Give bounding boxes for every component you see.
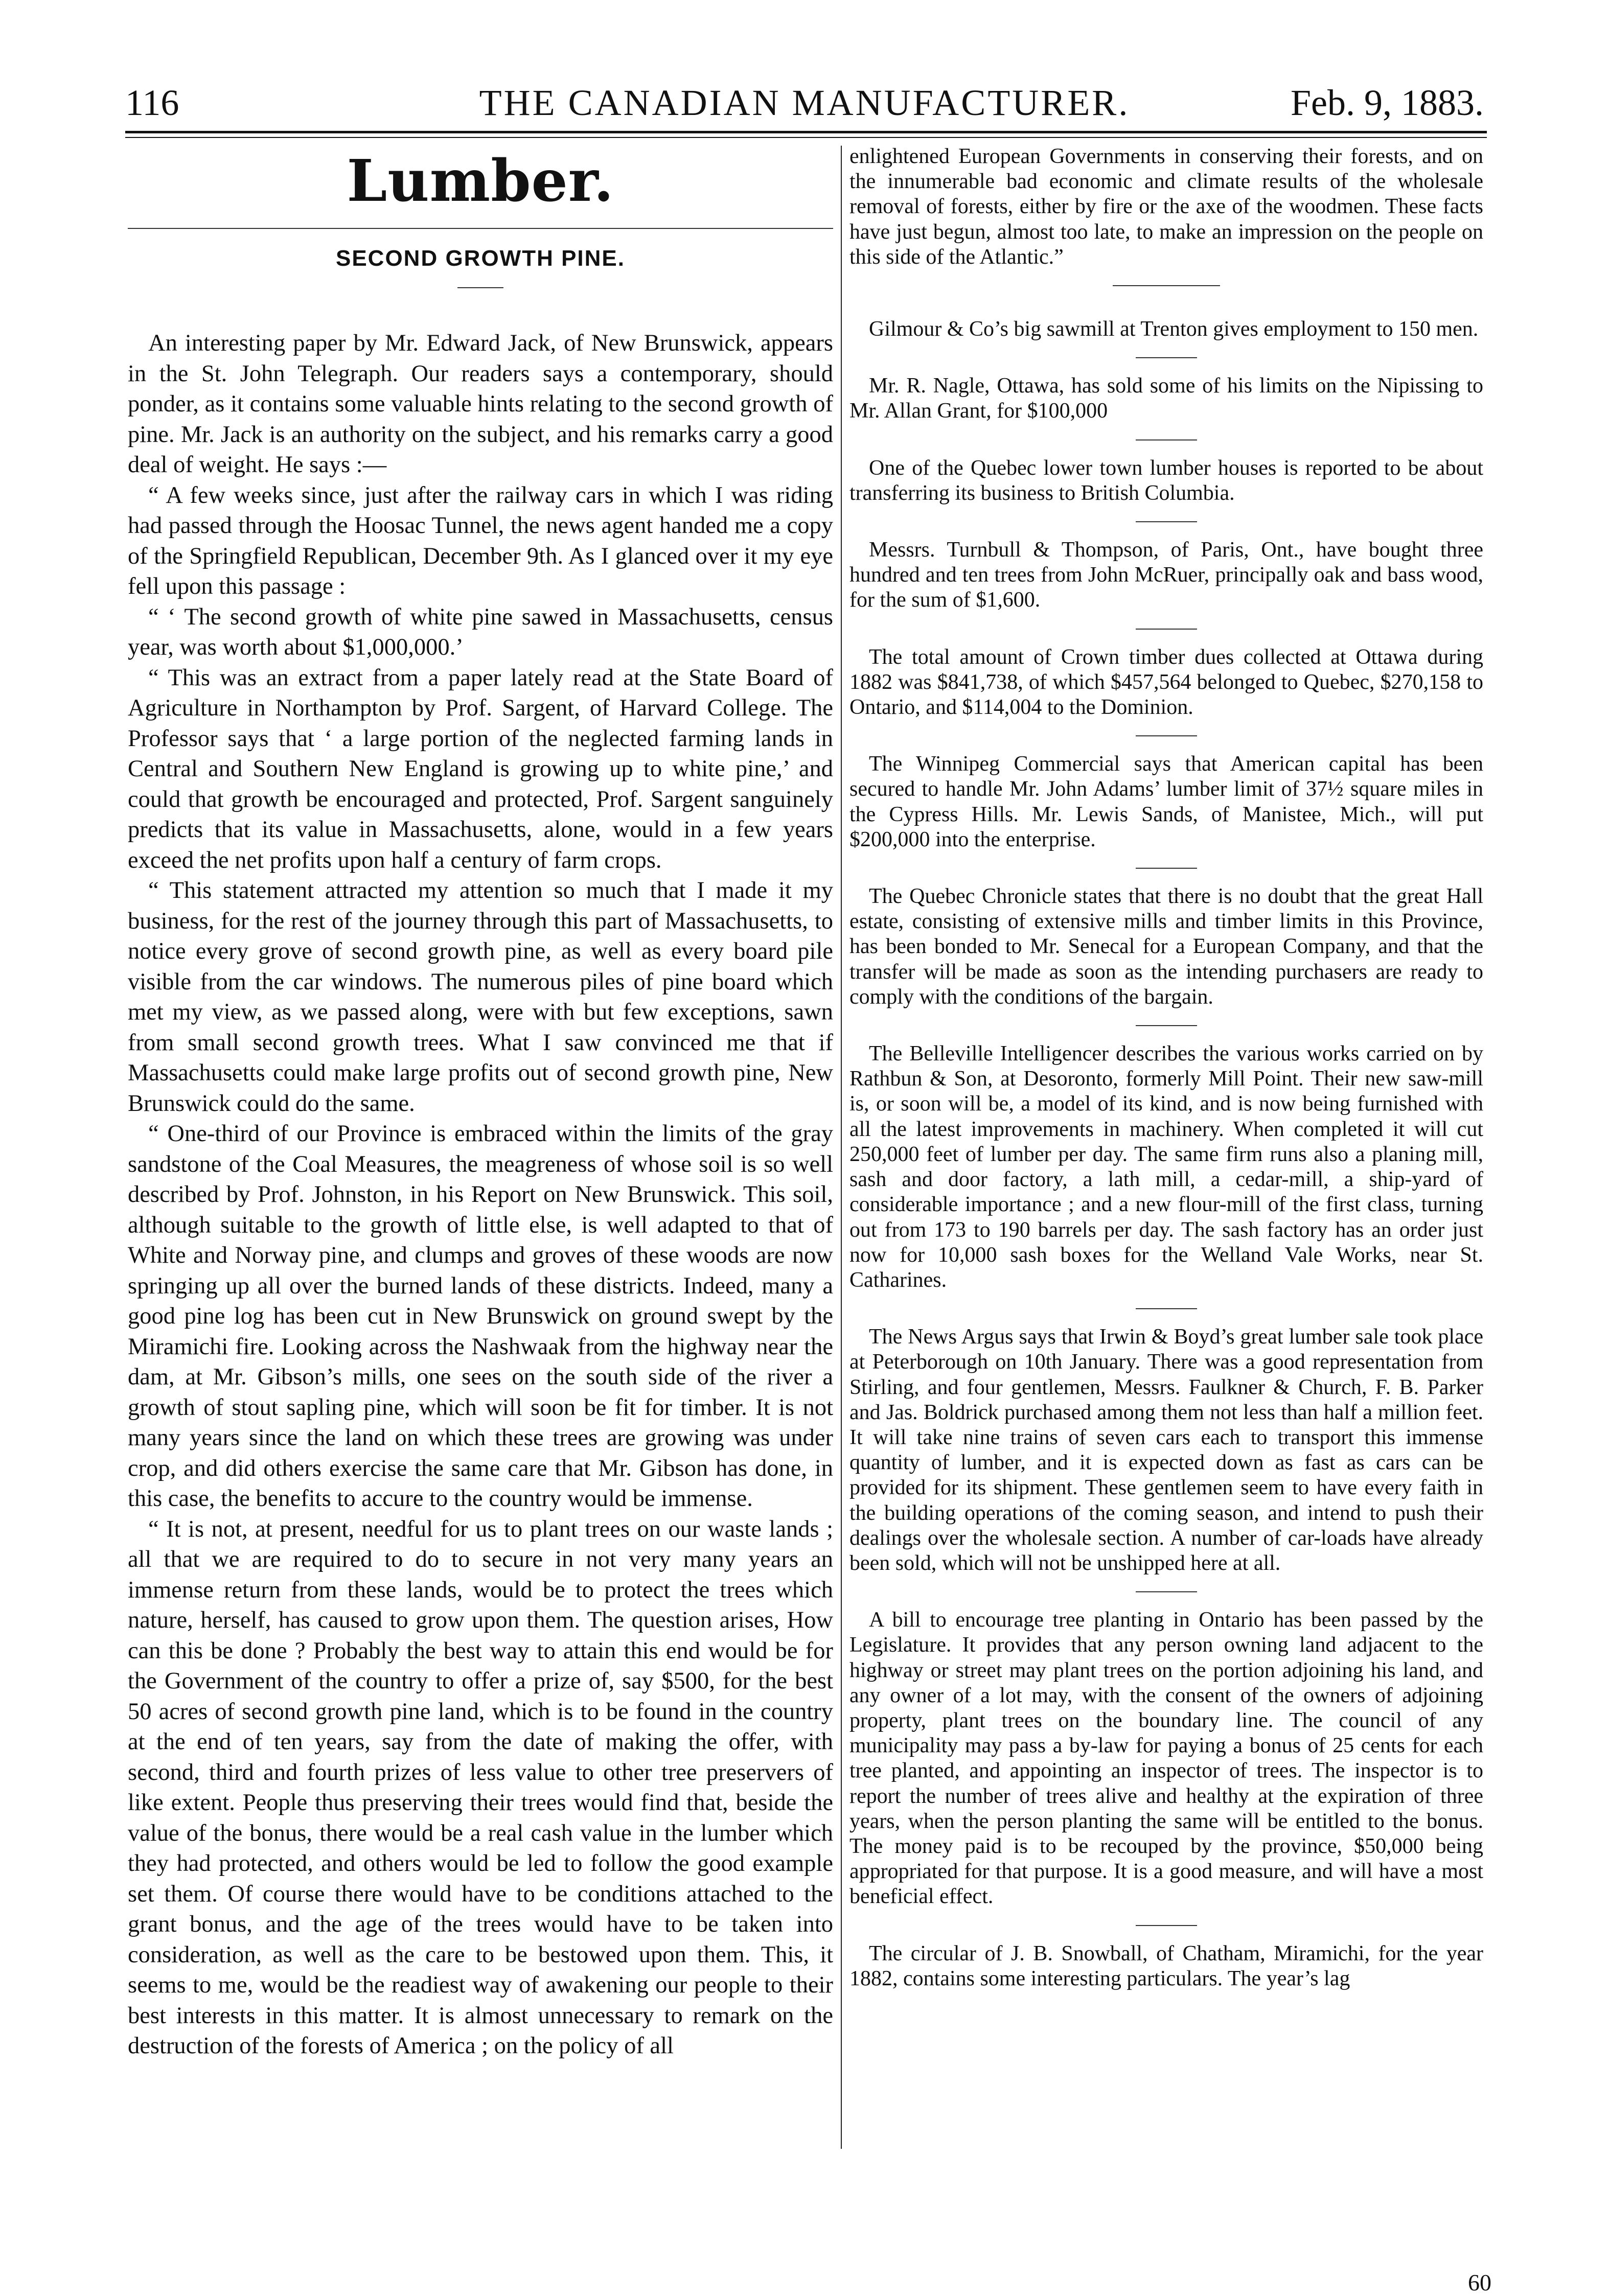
item-rule xyxy=(1136,439,1197,440)
article-paragraph: “ One-third of our Province is embraced within the limits of the gray sandstone of the Coal Measures, the meagreness of whose soil is so well described by Prof. Johnston, in his Report on New Brunswick. This soil, although suitable to the growth of little else, is well adapted to that of White and Norway pine, and clumps and groves of these woods are now springing up all over the burned lands of these districts. Indeed, many a good pine log has been cut in New Brunswick on ground swept by the Miramichi fire. Looking across the Nashwaak from the highway near the dam, at Mr. Gibson’s mills, one sees on the south side of the river a growth of stout sapling pine, which will soon be fit for timber. It is not many years since the land on which these trees are growing was under crop, and did others exercise the same care that Mr. Gibson has done, in this case, the benefits to accure to the country would be immense. xyxy=(128,1121,833,1512)
section-heading: Lumber. xyxy=(347,148,614,215)
item-rule xyxy=(1113,285,1220,286)
item-rule xyxy=(1136,521,1197,522)
article-paragraph: “ It is not, at present, needful for us to plant trees on our waste lands ; all that we are required to do to secure in not very many years an immense return from these lands, would be to protect the trees which nature, herself, has caused to grow upon them. The question arises, How can this be done ? Probably the best way to attain this end would be for the Government of the country to offer a prize of, say $500, for the best 50 acres of second growth pine land, which is to be found in the country at the end of ten years, say from the date of making the offer, with second, third and fourth prizes of less value to other tree preservers of like extent. People thus preserving their trees would find that, beside the value of the bonus, there would be a real cash value in the lumber which they had protected, and others would be led to follow the good example set them. Of course there would have to be conditions attached to the grant bonus, and the age of the trees would have to be taken into consideration, as well as the care to be bestowed upon them. This, it seems to me, would be the readiest way of awakening our people to their best interests in this matter. It is almost unnecessary to remark on the destruction of the forests of America ; on the policy of all xyxy=(128,1516,833,2059)
header-rule-thin xyxy=(125,137,1487,138)
right-column xyxy=(849,144,1483,1991)
journal-title: THE CANADIAN MANUFACTURER. xyxy=(479,82,1130,123)
news-item: Mr. R. Nagle, Ottawa, has sold some of his limits on the Nipissing to Mr. Allan Grant, for $100,000 xyxy=(849,374,1483,423)
news-item: The circular of J. B. Snowball, of Chatham, Miramichi, for the year 1882, contains some interesting particulars. The year’s lag xyxy=(849,1941,1483,1990)
news-item: The total amount of Crown timber dues collected at Ottawa during 1882 was $841,738, of which $457,564 belonged to Quebec, $270,158 to Ontario, and $114,004 to the Dominion. xyxy=(849,645,1483,720)
news-item: The Quebec Chronicle states that there is no doubt that the great Hall estate, consisting of extensive mills and timber limits in this Province, has been bonded to Mr. Senecal for a European Company, and that the transfer will be made as soon as the intending purchasers are ready to comply with the conditions of the bargain. xyxy=(849,885,1483,1009)
item-rule xyxy=(1136,868,1197,869)
article-paragraph: An interesting paper by Mr. Edward Jack, of New Brunswick, appears in the St. John Telegraph. Our readers says a contemporary, should ponder, as it contains some valuable hints relating to the second growth of pine. Mr. Jack is an authority on the subject, and his remarks carry a good deal of weight. He says :— xyxy=(128,330,833,478)
item-rule xyxy=(1136,629,1197,630)
item-rule xyxy=(1136,1025,1197,1026)
article-paragraph: “ This was an extract from a paper lately read at the State Board of Agriculture in Northampton by Prof. Sargent, of Harvard College. The Professor says that ‘ a large portion of the neglected farming lands in Central and Southern New England is growing up to white pine,’ and could that growth be encouraged and protected, Prof. Sargent sanguinely predicts that its value in Massachusetts, alone, would in a few years exceed the net profits upon half a century of farm crops. xyxy=(128,664,833,873)
news-item: Gilmour & Co’s big sawmill at Trenton gives employment to 150 men. xyxy=(869,317,1479,341)
page-number: 116 xyxy=(125,82,179,123)
article-paragraph: “ ‘ The second growth of white pine sawed in Massachusetts, census year, was worth about $1,000,000.’ xyxy=(128,604,833,660)
news-item: The Winnipeg Commercial says that American capital has been secured to handle Mr. John Adams’ lumber limit of 37½ square miles in the Cypress Hills. Mr. Lewis Sands, of Manistee, Mich., will put $200,000 into the enterprise. xyxy=(849,752,1483,851)
item-rule xyxy=(1136,735,1197,736)
news-item: The Belleville Intelligencer describes the various works carried on by Rathbun & Son, at Desoronto, formerly Mill Point. Their new saw-mill is, or soon will be, a model of its kind, and is now being furnished with all the latest improvements in machinery. When completed it will cut 250,000 feet of lumber per day. The same firm runs also a planing mill, sash and door factory, a lath mill, a cedar-mill, a ship-yard of considerable importance ; and a new flour-mill of the first class, turning out from 173 to 190 barrels per day. The sash factory has an order just now for 10,000 sash boxes for the Welland Vale Works, near St. Catharines. xyxy=(849,1042,1483,1292)
running-head xyxy=(125,77,1484,128)
section-rule xyxy=(128,228,833,229)
article-continuation: enlightened European Governments in conserving their forests, and on the innumerable bad economic and climate results of the wholesale removal of forests, either by fire or the axe of the woodmen. These facts have just begun, almost too late, to make an impression on the people on this side of the Atlantic.” xyxy=(849,145,1483,269)
column-divider xyxy=(841,146,842,2149)
news-item: The News Argus says that Irwin & Boyd’s great lumber sale took place at Peterborough on 10th January. There was a good representation from Stirling, and four gentlemen, Messrs. Faulkner & Church, F. B. Parker and Jas. Boldrick purchased among them not less than half a million feet. It will take nine trains of seven cars each to transport this immense quantity of lumber, and it is expected down as fast as cars can be provided for its shipment. These gentlemen seem to have every faith in the building operations of the coming season, and intend to push their dealings over the wholesale section. A number of car-loads have already been sold, which will not be unshipped here at all. xyxy=(849,1325,1483,1575)
article-title: SECOND GROWTH PINE. xyxy=(335,246,626,271)
folio-mark: 60 xyxy=(1468,2269,1491,2295)
title-rule xyxy=(457,287,503,288)
item-rule xyxy=(1136,1308,1197,1309)
article-paragraph: “ A few weeks since, just after the railway cars in which I was riding had passed through the Hoosac Tunnel, the news agent handed me a copy of the Springfield Republican, December 9th. As I glanced over it my eye fell upon this passage : xyxy=(128,482,833,599)
item-rule xyxy=(1136,357,1197,358)
article-paragraph: “ This statement attracted my attention so much that I made it my business, for the rest of the journey through this part of Massachusetts, to notice every grove of second growth pine, as well as every board pile visible from the car windows. The numerous piles of pine board which met my view, as we passed along, were with but few exceptions, sawn from small second growth trees. What I saw convinced me that if Massachusetts could make large profits out of second growth pine, New Brunswick could do the same. xyxy=(128,877,833,1117)
news-item: One of the Quebec lower town lumber houses is reported to be about transferring its business to British Columbia. xyxy=(849,456,1483,505)
left-column xyxy=(128,144,833,2061)
item-rule xyxy=(1136,1591,1197,1592)
issue-date: Feb. 9, 1883. xyxy=(1291,82,1484,123)
news-item: A bill to encourage tree planting in Ontario has been passed by the Legislature. It provides that any person owning land adjacent to the highway or street may plant trees on the portion adjoining his land, and any owner of a lot may, with the consent of the owners of adjoining property, plant trees on the boundary line. The council of any municipality may pass a by-law for paying a bonus of 25 cents for each tree planted, and appointing an inspector of trees. The inspector is to report the number of trees alive and healthy at the expiration of three years, when the person planting the same will be entitled to the bonus. The money paid is to be recouped by the province, $50,000 being appropriated for that purpose. It is a good measure, and will have a most beneficial effect. xyxy=(849,1608,1483,1909)
news-item: Messrs. Turnbull & Thompson, of Paris, Ont., have bought three hundred and ten trees from John McRuer, principally oak and bass wood, for the sum of $1,600. xyxy=(849,538,1483,612)
header-rule xyxy=(125,131,1487,133)
item-rule xyxy=(1136,1925,1197,1926)
